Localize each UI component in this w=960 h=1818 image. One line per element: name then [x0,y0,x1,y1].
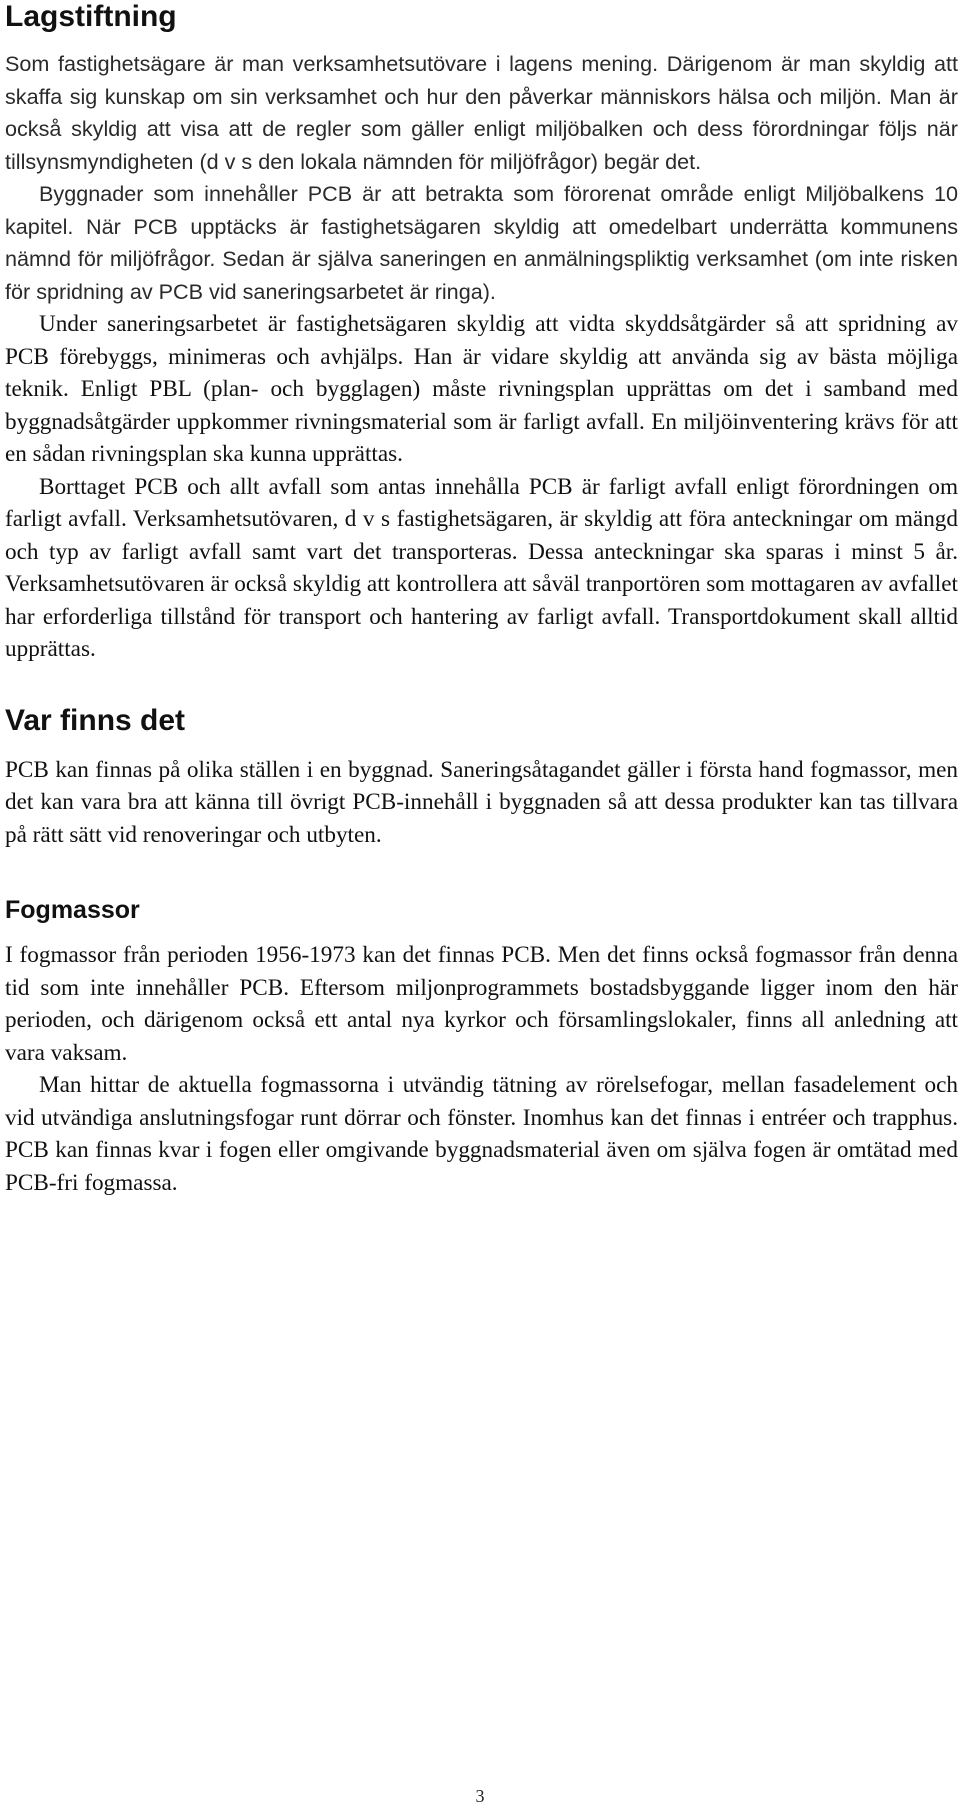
paragraph-saneringsarbetet: Under saneringsarbetet är fastighetsägaren skyldig att vidta skyddsåtgärder så att spridning av PCB förebyggs, minimeras och avhjälps. Han är vidare skyldig att använda sig av bästa möjliga teknik. Enligt PBL (plan- och bygglagen) måste rivningsplan upprättas om det i samband med byggnadsåtgärder uppkommer rivningsmaterial som är farligt avfall. En miljöinventering krävs för att en sådan rivningsplan ska kunna upprättas. [5,311,958,467]
paragraph-pcb-fororenat-omrade: Byggnader som innehåller PCB är att betrakta som förorenat område enligt Miljöbalkens 10 kapitel. När PCB upptäcks är fastighetsägaren skyldig att omedelbart underrätta kommunens nämnd för miljöfrågor. Sedan är själva saneringen en anmälningspliktig verksamhet (om inte risken för spridning av PCB vid saneringsarbetet är ringa). [5,181,958,304]
page-number: 3 [475,1786,485,1806]
paragraph-fogmassor-period: I fogmassor från perioden 1956-1973 kan det finnas PCB. Men det finns också fogmassor från denna tid som inte innehåller PCB. Eftersom miljonprogrammets bostadsbyggande ligger inom den här perioden, och därigenom också ett antal nya kyrkor och församlingslokaler, finns all anledning att vara vaksam. [5,942,958,1066]
paragraph-verksamhetsutovare: Som fastighetsägare är man verksamhetsutövare i lagens mening. Därigenom är man skyldig att skaffa sig kunskap om sin verksamhet och hur den påverkar människors hälsa och miljön. Man är också skyldig att visa att de regler som gäller enligt miljöbalken och dess förordningar följs när tillsynsmyndigheten (d v s den lokala nämnden för miljöfrågor) begär det. [5,51,958,174]
section-heading-var-finns-det: Var finns det [5,703,186,737]
paragraph-pcb-stallen: PCB kan finnas på olika ställen i en byggnad. Saneringsåtagandet gäller i första hand fogmassor, men det kan vara bra att känna till övrigt PCB-innehåll i byggnaden så att dessa produkter kan tas tillvara på rätt sätt vid renoveringar och utbyten. [5,756,958,848]
section-heading-lagstiftning: Lagstiftning [5,0,177,33]
paragraph-farligt-avfall: Borttaget PCB och allt avfall som antas innehålla PCB är farligt avfall enligt förordningen om farligt avfall. Verksamhetsutövaren, d v s fastighetsägaren, är skyldig att föra anteckningar om mängd och typ av farligt avfall samt vart det transporteras. Dessa anteckningar ska sparas i minst 5 år. Verksamhetsutövaren är också skyldig att kontrollera att såväl tranportören som mottagaren av avfallet har erforderliga tillstånd för transport och hantering av farligt avfall. Transportdokument skall alltid upprättas. [5,473,958,662]
section-heading-fogmassor: Fogmassor [5,896,140,924]
paragraph-fogmassor-placering: Man hittar de aktuella fogmassorna i utvändig tätning av rörelsefogar, mellan fasadelement och vid utvändiga anslutningsfogar runt dörrar och fönster. Inomhus kan det finnas i entréer och trapphus. PCB kan finnas kvar i fogen eller omgivande byggnadsmaterial även om själva fogen är omtätad med PCB-fri fogmassa. [5,1072,958,1196]
document-body [5,0,958,1199]
